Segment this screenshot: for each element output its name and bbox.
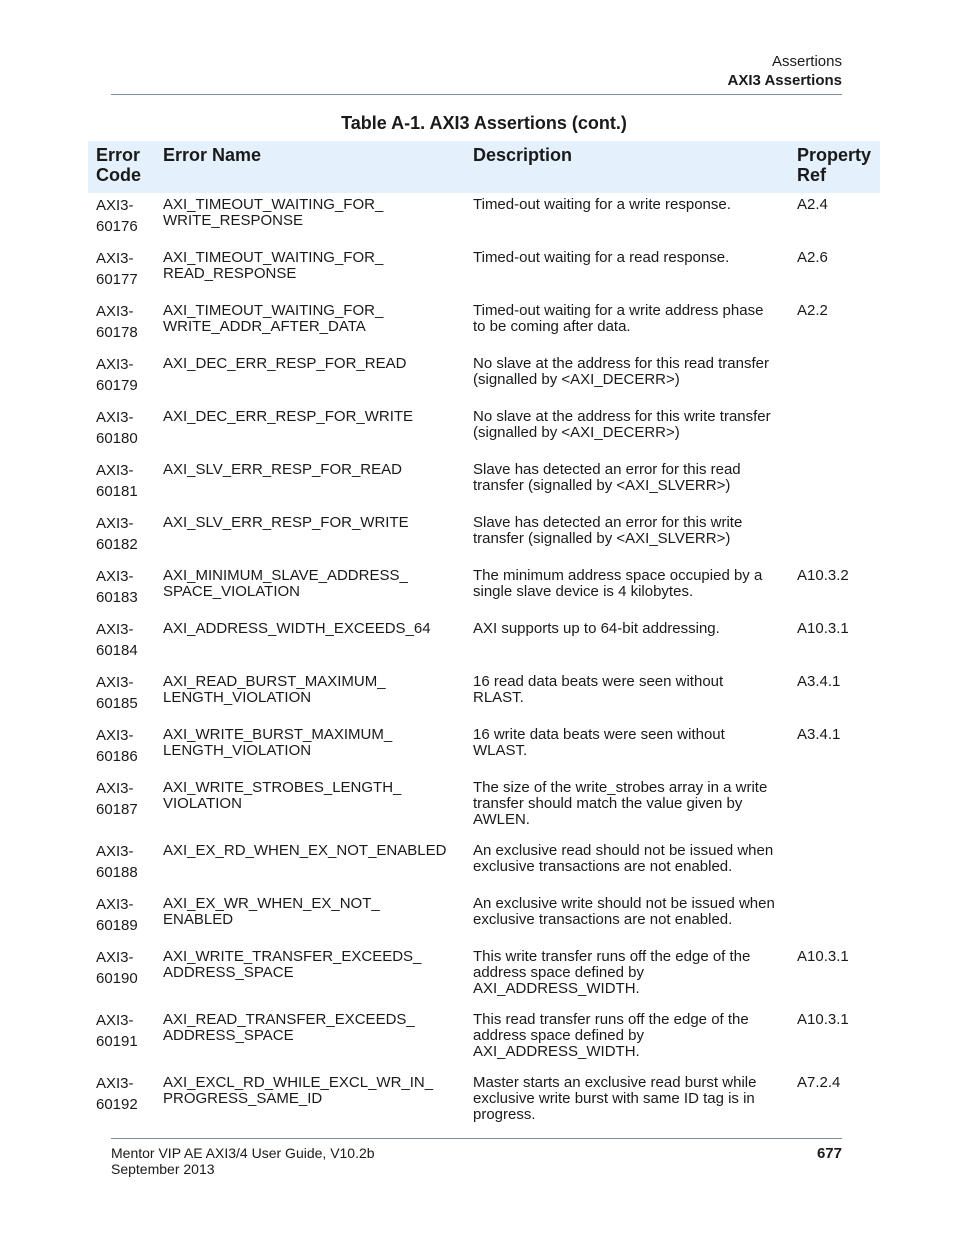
table-row <box>88 1071 880 1134</box>
error-code-cell: AXI3- 60176 <box>96 197 138 235</box>
property-ref-cell <box>789 511 880 564</box>
footer-divider <box>111 1138 842 1139</box>
running-head-section: Assertions <box>771 53 842 70</box>
table-row <box>88 776 880 839</box>
assertions-table <box>88 141 880 1134</box>
table-row <box>88 405 880 458</box>
property-ref-cell <box>789 776 880 839</box>
property-ref-cell: A2.4 <box>797 196 828 213</box>
property-ref-cell <box>789 352 880 405</box>
table-caption: Table A-1. AXI3 Assertions (cont.) <box>341 113 627 133</box>
error-name-cell: AXI_TIMEOUT_WAITING_FOR_ WRITE_ADDR_AFTER_DATA <box>163 302 384 335</box>
description-cell: No slave at the address for this read transfer (signalled by <AXI_DECERR>) <box>473 355 769 388</box>
property-ref-cell: A3.4.1 <box>797 673 841 690</box>
running-head-subsection: AXI3 Assertions <box>727 72 842 89</box>
column-header-description: Description <box>465 141 789 193</box>
error-code-cell: AXI3- 60187 <box>96 780 138 818</box>
error-code-cell: AXI3- 60177 <box>96 250 138 288</box>
footer-left <box>111 1145 375 1177</box>
description-cell: No slave at the address for this write transfer (signalled by <AXI_DECERR>) <box>473 408 771 441</box>
error-name-cell: AXI_DEC_ERR_RESP_FOR_WRITE <box>163 408 414 425</box>
error-name-cell: AXI_DEC_ERR_RESP_FOR_READ <box>163 355 407 372</box>
error-name-cell: AXI_EX_WR_WHEN_EX_NOT_ ENABLED <box>163 895 380 928</box>
error-code-cell: AXI3- 60191 <box>96 1012 138 1050</box>
table-body <box>88 193 880 1134</box>
error-name-cell: AXI_EX_RD_WHEN_EX_NOT_ENABLED <box>163 842 447 859</box>
property-ref-cell <box>789 892 880 945</box>
error-code-cell: AXI3- 60185 <box>96 674 138 712</box>
table-header-row <box>88 141 880 193</box>
description-cell: This write transfer runs off the edge of the address space defined by AXI_ADDRESS_WIDTH. <box>473 948 751 997</box>
table-row <box>88 193 880 246</box>
running-head <box>728 52 843 90</box>
table-row <box>88 945 880 1008</box>
property-ref-cell <box>789 839 880 892</box>
error-name-cell: AXI_WRITE_TRANSFER_EXCEEDS_ ADDRESS_SPACE <box>163 948 422 981</box>
error-name-cell: AXI_TIMEOUT_WAITING_FOR_ READ_RESPONSE <box>163 249 384 282</box>
error-name-cell: AXI_WRITE_BURST_MAXIMUM_ LENGTH_VIOLATION <box>163 726 393 759</box>
property-ref-cell: A2.2 <box>797 302 828 319</box>
error-name-cell: AXI_READ_TRANSFER_EXCEEDS_ ADDRESS_SPACE <box>163 1011 415 1044</box>
description-cell: Master starts an exclusive read burst while exclusive write burst with same ID tag is in progress. <box>473 1074 757 1123</box>
error-code-cell: AXI3- 60182 <box>96 515 138 553</box>
table-row <box>88 352 880 405</box>
column-header-error-name: Error Name <box>155 141 465 193</box>
error-code-cell: AXI3- 60179 <box>96 356 138 394</box>
error-code-cell: AXI3- 60189 <box>96 896 138 934</box>
error-code-cell: AXI3- 60190 <box>96 949 138 987</box>
table-row <box>88 511 880 564</box>
table-row <box>88 723 880 776</box>
error-code-cell: AXI3- 60178 <box>96 303 138 341</box>
table-row <box>88 458 880 511</box>
property-ref-cell: A7.2.4 <box>797 1074 841 1091</box>
error-name-cell: AXI_TIMEOUT_WAITING_FOR_ WRITE_RESPONSE <box>163 196 384 229</box>
property-ref-cell: A10.3.1 <box>797 620 849 637</box>
property-ref-cell <box>789 458 880 511</box>
description-cell: An exclusive read should not be issued when exclusive transactions are not enabled. <box>473 842 774 875</box>
description-cell: Timed-out waiting for a read response. <box>473 249 730 266</box>
error-name-cell: AXI_MINIMUM_SLAVE_ADDRESS_ SPACE_VIOLATION <box>163 567 408 600</box>
description-cell: The size of the write_strobes array in a write transfer should match the value given by AWLEN. <box>473 779 768 828</box>
property-ref-cell: A3.4.1 <box>797 726 841 743</box>
error-name-cell: AXI_SLV_ERR_RESP_FOR_READ <box>163 461 402 478</box>
table-row <box>88 892 880 945</box>
property-ref-cell: A10.3.2 <box>797 567 849 584</box>
error-code-cell: AXI3- 60180 <box>96 409 138 447</box>
error-name-cell: AXI_READ_BURST_MAXIMUM_ LENGTH_VIOLATION <box>163 673 386 706</box>
error-name-cell: AXI_EXCL_RD_WHILE_EXCL_WR_IN_ PROGRESS_SAME_ID <box>163 1074 434 1107</box>
description-cell: Timed-out waiting for a write response. <box>473 196 731 213</box>
table-row <box>88 617 880 670</box>
description-cell: AXI supports up to 64-bit addressing. <box>473 620 720 637</box>
column-header-error-code: Error Code <box>88 141 155 193</box>
footer-doc-title: Mentor VIP AE AXI3/4 User Guide, V10.2b <box>111 1145 375 1161</box>
description-cell: An exclusive write should not be issued when exclusive transactions are not enabled. <box>473 895 775 928</box>
property-ref-cell: A10.3.1 <box>797 1011 849 1028</box>
column-header-property-ref: Property Ref <box>789 141 880 193</box>
table-row <box>88 670 880 723</box>
header-divider <box>111 94 842 95</box>
description-cell: This read transfer runs off the edge of the address space defined by AXI_ADDRESS_WIDTH. <box>473 1011 749 1060</box>
error-code-cell: AXI3- 60188 <box>96 843 138 881</box>
error-name-cell: AXI_WRITE_STROBES_LENGTH_ VIOLATION <box>163 779 402 812</box>
table-row <box>88 246 880 299</box>
error-code-cell: AXI3- 60183 <box>96 568 138 606</box>
description-cell: Slave has detected an error for this write transfer (signalled by <AXI_SLVERR>) <box>473 514 743 547</box>
error-code-cell: AXI3- 60192 <box>96 1075 138 1113</box>
description-cell: Slave has detected an error for this read transfer (signalled by <AXI_SLVERR>) <box>473 461 741 494</box>
error-code-cell: AXI3- 60181 <box>96 462 138 500</box>
table-row <box>88 564 880 617</box>
table-row <box>88 299 880 352</box>
error-name-cell: AXI_SLV_ERR_RESP_FOR_WRITE <box>163 514 409 531</box>
table-row <box>88 1008 880 1071</box>
table-row <box>88 839 880 892</box>
error-code-cell: AXI3- 60186 <box>96 727 138 765</box>
error-code-cell: AXI3- 60184 <box>96 621 138 659</box>
footer-date: September 2013 <box>111 1161 215 1177</box>
description-cell: 16 write data beats were seen without WLAST. <box>473 726 725 759</box>
description-cell: The minimum address space occupied by a single slave device is 4 kilobytes. <box>473 567 763 600</box>
property-ref-cell <box>789 405 880 458</box>
description-cell: Timed-out waiting for a write address phase to be coming after data. <box>473 302 764 335</box>
property-ref-cell: A10.3.1 <box>797 948 849 965</box>
error-name-cell: AXI_ADDRESS_WIDTH_EXCEEDS_64 <box>163 620 431 637</box>
description-cell: 16 read data beats were seen without RLAST. <box>473 673 724 706</box>
property-ref-cell: A2.6 <box>797 249 828 266</box>
page-number: 677 <box>816 1145 842 1162</box>
